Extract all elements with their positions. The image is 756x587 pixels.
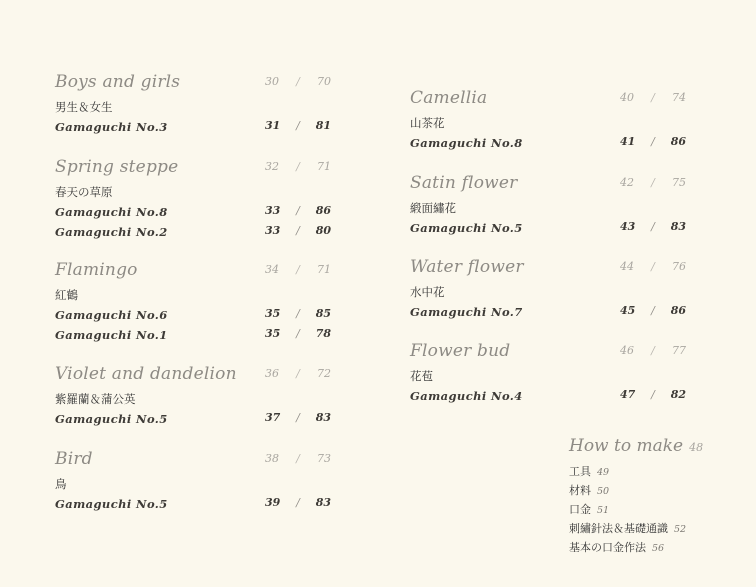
instruction-page-number: 72 bbox=[317, 367, 331, 380]
page-separator: / bbox=[296, 452, 300, 465]
entry-title: Bird bbox=[55, 449, 93, 469]
entry-japanese-title: 花苞 bbox=[410, 369, 433, 383]
model-row[interactable] bbox=[410, 217, 700, 237]
entry-title-row[interactable] bbox=[410, 169, 700, 197]
how-to-make-item-label: 口金 bbox=[569, 503, 591, 516]
page-separator: / bbox=[296, 307, 300, 320]
photo-page-number: 46 bbox=[620, 344, 634, 357]
page-numbers bbox=[265, 360, 331, 388]
how-to-make-item-label: 工具 bbox=[569, 465, 591, 478]
how-to-make-item-label: 材料 bbox=[569, 484, 591, 497]
photo-page-number: 38 bbox=[265, 452, 279, 465]
page-numbers bbox=[265, 304, 331, 324]
photo-page-number: 39 bbox=[265, 496, 281, 509]
entry-title-row[interactable] bbox=[410, 337, 700, 365]
page-separator: / bbox=[651, 388, 655, 401]
entry-japanese-row bbox=[410, 197, 700, 217]
page-numbers bbox=[620, 301, 686, 321]
photo-page-number: 47 bbox=[620, 388, 636, 401]
entry-japanese-row bbox=[55, 181, 345, 201]
photo-page-number: 35 bbox=[265, 307, 281, 320]
entry-japanese-title: 紫羅蘭＆蒲公英 bbox=[55, 392, 136, 406]
instruction-page-number: 85 bbox=[315, 307, 331, 320]
model-name: Gamaguchi No.1 bbox=[55, 328, 168, 342]
entry-title-row[interactable] bbox=[410, 253, 700, 281]
page-separator: / bbox=[296, 367, 300, 380]
model-name: Gamaguchi No.5 bbox=[55, 497, 168, 511]
how-to-make-item[interactable] bbox=[569, 536, 749, 555]
toc-entry bbox=[410, 169, 700, 237]
page-numbers bbox=[265, 221, 331, 241]
entry-japanese-row bbox=[410, 112, 700, 132]
photo-page-number: 40 bbox=[620, 91, 634, 104]
page-numbers bbox=[265, 324, 331, 344]
toc-entry bbox=[410, 253, 700, 321]
page-separator: / bbox=[296, 224, 300, 237]
page-numbers bbox=[265, 68, 331, 96]
photo-page-number: 32 bbox=[265, 160, 279, 173]
entry-title: Spring steppe bbox=[55, 157, 179, 177]
model-name: Gamaguchi No.3 bbox=[55, 120, 168, 134]
page-numbers bbox=[265, 153, 331, 181]
model-name: Gamaguchi No.2 bbox=[55, 225, 168, 239]
page-numbers bbox=[620, 169, 686, 197]
entry-japanese-row bbox=[55, 284, 345, 304]
toc-entry bbox=[55, 153, 345, 241]
instruction-page-number: 77 bbox=[672, 344, 686, 357]
model-row[interactable] bbox=[55, 408, 345, 428]
how-to-make-item-page: 52 bbox=[674, 524, 687, 535]
instruction-page-number: 80 bbox=[315, 224, 331, 237]
entry-title-row[interactable] bbox=[55, 68, 345, 96]
entry-japanese-title: 緞面繡花 bbox=[410, 201, 456, 215]
entry-title: Satin flower bbox=[410, 173, 518, 193]
how-to-make-title: How to make bbox=[569, 436, 684, 456]
instruction-page-number: 75 bbox=[672, 176, 686, 189]
page-numbers bbox=[620, 132, 686, 152]
page-separator: / bbox=[651, 220, 655, 233]
page-separator: / bbox=[296, 496, 300, 509]
model-row[interactable] bbox=[410, 132, 700, 152]
entry-title-row[interactable] bbox=[55, 445, 345, 473]
photo-page-number: 45 bbox=[620, 304, 636, 317]
page-numbers bbox=[620, 84, 686, 112]
entry-japanese-row bbox=[55, 473, 345, 493]
model-row[interactable] bbox=[55, 304, 345, 324]
entry-title: Boys and girls bbox=[55, 72, 181, 92]
entry-title: Flamingo bbox=[55, 260, 138, 280]
page-separator: / bbox=[296, 160, 300, 173]
entry-japanese-title: 春天の草原 bbox=[55, 185, 113, 199]
photo-page-number: 43 bbox=[620, 220, 636, 233]
entry-japanese-title: 鳥 bbox=[55, 477, 67, 491]
page-numbers bbox=[265, 116, 331, 136]
model-row[interactable] bbox=[55, 493, 345, 513]
entry-japanese-title: 山茶花 bbox=[410, 116, 445, 130]
model-row[interactable] bbox=[55, 221, 345, 241]
photo-page-number: 35 bbox=[265, 327, 281, 340]
instruction-page-number: 81 bbox=[315, 119, 331, 132]
instruction-page-number: 83 bbox=[670, 220, 686, 233]
model-row[interactable] bbox=[55, 324, 345, 344]
page-separator: / bbox=[651, 260, 655, 273]
model-name: Gamaguchi No.7 bbox=[410, 305, 523, 319]
photo-page-number: 42 bbox=[620, 176, 634, 189]
instruction-page-number: 86 bbox=[670, 304, 686, 317]
photo-page-number: 41 bbox=[620, 135, 636, 148]
entry-japanese-row bbox=[55, 388, 345, 408]
instruction-page-number: 76 bbox=[672, 260, 686, 273]
how-to-make-item-page: 49 bbox=[597, 467, 610, 478]
photo-page-number: 34 bbox=[265, 263, 279, 276]
photo-page-number: 31 bbox=[265, 119, 281, 132]
instruction-page-number: 71 bbox=[317, 263, 331, 276]
page-numbers bbox=[620, 385, 686, 405]
toc-entry bbox=[55, 360, 345, 428]
entry-title: Flower bud bbox=[410, 341, 511, 361]
page-separator: / bbox=[296, 327, 300, 340]
how-to-make-item[interactable] bbox=[569, 517, 749, 536]
model-row[interactable] bbox=[410, 385, 700, 405]
model-name: Gamaguchi No.8 bbox=[55, 205, 168, 219]
instruction-page-number: 78 bbox=[315, 327, 331, 340]
photo-page-number: 44 bbox=[620, 260, 634, 273]
how-to-make-section bbox=[569, 432, 749, 555]
page-numbers bbox=[620, 337, 686, 365]
page-separator: / bbox=[296, 119, 300, 132]
entry-japanese-title: 紅鶴 bbox=[55, 288, 78, 302]
model-name: Gamaguchi No.5 bbox=[410, 221, 523, 235]
instruction-page-number: 73 bbox=[317, 452, 331, 465]
photo-page-number: 36 bbox=[265, 367, 279, 380]
photo-page-number: 37 bbox=[265, 411, 281, 424]
instruction-page-number: 83 bbox=[315, 496, 331, 509]
how-to-make-item-page: 56 bbox=[652, 543, 665, 554]
instruction-page-number: 70 bbox=[317, 75, 331, 88]
page-numbers bbox=[620, 253, 686, 281]
model-name: Gamaguchi No.5 bbox=[55, 412, 168, 426]
entry-title-row[interactable] bbox=[55, 360, 345, 388]
page-separator: / bbox=[651, 135, 655, 148]
entry-title-row[interactable] bbox=[55, 256, 345, 284]
entry-title: Violet and dandelion bbox=[55, 364, 237, 384]
photo-page-number: 33 bbox=[265, 224, 281, 237]
instruction-page-number: 74 bbox=[672, 91, 686, 104]
entry-japanese-row bbox=[410, 365, 700, 385]
how-to-make-item-label: 刺繡針法＆基礎通識 bbox=[569, 522, 668, 535]
model-name: Gamaguchi No.8 bbox=[410, 136, 523, 150]
photo-page-number: 30 bbox=[265, 75, 279, 88]
how-to-make-item[interactable] bbox=[569, 460, 749, 479]
page-numbers bbox=[265, 408, 331, 428]
model-name: Gamaguchi No.6 bbox=[55, 308, 168, 322]
how-to-make-item-page: 50 bbox=[597, 486, 610, 497]
toc-entry bbox=[410, 337, 700, 405]
model-row[interactable] bbox=[410, 301, 700, 321]
toc-entry bbox=[55, 445, 345, 513]
page-separator: / bbox=[296, 75, 300, 88]
model-name: Gamaguchi No.4 bbox=[410, 389, 523, 403]
page-separator: / bbox=[651, 91, 655, 104]
toc-entry bbox=[410, 84, 700, 152]
how-to-make-item[interactable] bbox=[569, 479, 749, 498]
entry-title: Water flower bbox=[410, 257, 524, 277]
page-separator: / bbox=[296, 411, 300, 424]
entry-title-row[interactable] bbox=[55, 153, 345, 181]
instruction-page-number: 71 bbox=[317, 160, 331, 173]
instruction-page-number: 82 bbox=[670, 388, 686, 401]
instruction-page-number: 86 bbox=[670, 135, 686, 148]
entry-japanese-row bbox=[55, 96, 345, 116]
model-row[interactable] bbox=[55, 116, 345, 136]
page-separator: / bbox=[651, 344, 655, 357]
entry-japanese-title: 男生＆女生 bbox=[55, 100, 113, 114]
page-numbers bbox=[265, 493, 331, 513]
how-to-make-page: 48 bbox=[689, 441, 704, 454]
page-numbers bbox=[265, 445, 331, 473]
photo-page-number: 33 bbox=[265, 204, 281, 217]
how-to-make-heading[interactable] bbox=[569, 432, 749, 460]
page-numbers bbox=[265, 256, 331, 284]
entry-title: Camellia bbox=[410, 88, 488, 108]
page-separator: / bbox=[651, 176, 655, 189]
page-separator: / bbox=[651, 304, 655, 317]
model-row[interactable] bbox=[55, 201, 345, 221]
page-numbers bbox=[620, 217, 686, 237]
how-to-make-item-label: 基本の口金作法 bbox=[569, 541, 646, 554]
entry-japanese-row bbox=[410, 281, 700, 301]
entry-title-row[interactable] bbox=[410, 84, 700, 112]
toc-entry bbox=[55, 256, 345, 344]
instruction-page-number: 83 bbox=[315, 411, 331, 424]
page-numbers bbox=[265, 201, 331, 221]
instruction-page-number: 86 bbox=[315, 204, 331, 217]
page-separator: / bbox=[296, 204, 300, 217]
page-separator: / bbox=[296, 263, 300, 276]
toc-entry bbox=[55, 68, 345, 136]
entry-japanese-title: 水中花 bbox=[410, 285, 445, 299]
how-to-make-item-page: 51 bbox=[597, 505, 610, 516]
how-to-make-list bbox=[569, 460, 749, 555]
how-to-make-item[interactable] bbox=[569, 498, 749, 517]
